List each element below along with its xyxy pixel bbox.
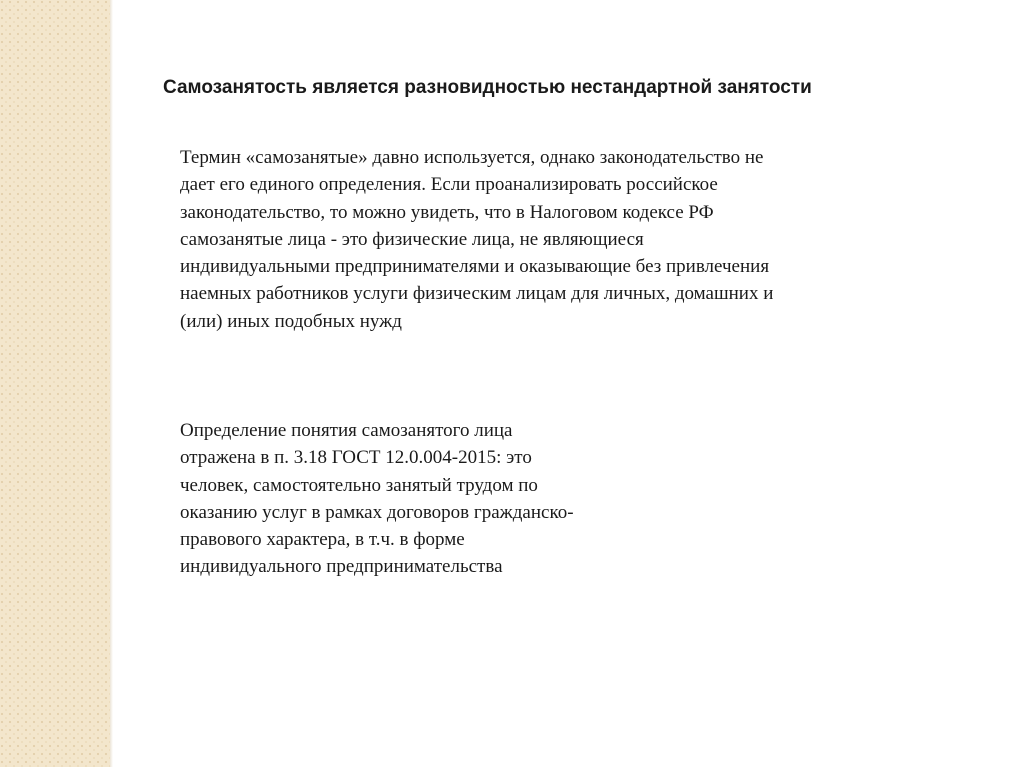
decorative-side-strip <box>0 0 110 767</box>
text-line: отражена в п. 3.18 ГОСТ 12.0.004-2015: это <box>180 447 532 469</box>
text-line: человек, самостоятельно занятый трудом по <box>180 474 538 496</box>
paragraph-definition-gost <box>180 417 680 581</box>
text-line: (или) иных подобных нужд <box>180 310 402 332</box>
text-line: правового характера, в т.ч. в форме <box>180 529 465 551</box>
paragraph-definition-tax-code <box>180 144 920 335</box>
text-line: дает его единого определения. Если проанализировать российское <box>180 174 718 196</box>
text-line: индивидуального предпринимательства <box>180 556 503 578</box>
text-line: Термин «самозанятые» давно используется, однако законодательство не <box>180 147 764 168</box>
text-line: индивидуальными предпринимателями и оказывающие без привлечения <box>180 256 770 278</box>
text-line: наемных работников услуги физическим лицам для личных, домашних и <box>180 283 774 305</box>
side-strip-edge <box>110 0 113 767</box>
slide-title: Самозанятость является разновидностью нестандартной занятости <box>163 77 812 98</box>
text-line: Определение понятия самозанятого лица <box>180 420 513 441</box>
text-line: самозанятые лица - это физические лица, не являющиеся <box>180 228 644 250</box>
text-line: законодательство, то можно увидеть, что в Налоговом кодексе РФ <box>180 201 714 223</box>
text-line: оказанию услуг в рамках договоров гражданско- <box>180 501 574 523</box>
